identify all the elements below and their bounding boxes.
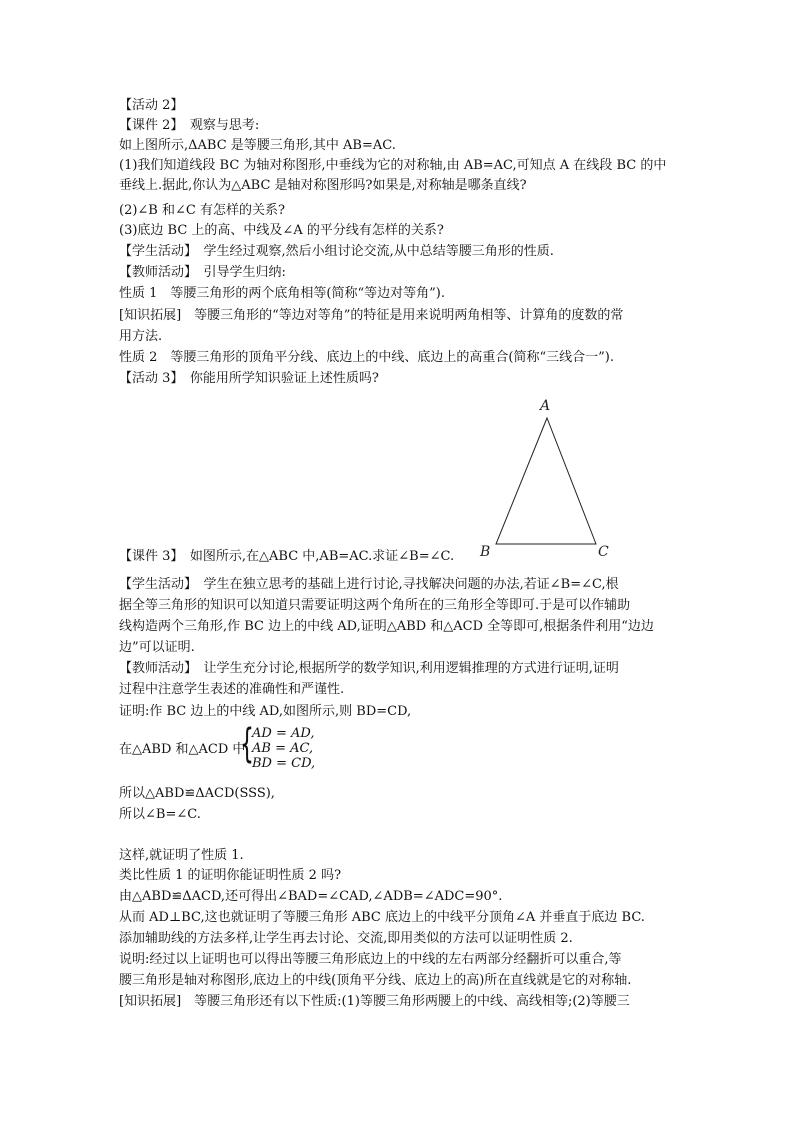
- text-line: 【课件 2】 观察与思考:: [119, 118, 260, 133]
- text-line: 【教师活动】 引导学生归纳:: [119, 265, 286, 280]
- vertex-label-b: B: [480, 544, 491, 560]
- vertex-label-a: A: [540, 398, 551, 414]
- text-line: 过程中注意学生表述的准确性和严谨性.: [119, 682, 345, 697]
- equation-line: BD = CD,: [252, 756, 316, 771]
- equation-line: AB = AC,: [252, 741, 314, 756]
- text-line: 据全等三角形的知识可以知道只需要证明这两个角所在的三角形全等即可.于是可以作辅助: [119, 598, 631, 613]
- text-line: 添加辅助线的方法多样,让学生再去讨论、交流,即用类似的方法可以证明性质 2.: [119, 931, 573, 946]
- text-line: 证明:作 BC 边上的中线 AD,如图所示,则 BD=CD,: [119, 704, 412, 719]
- text-line: [知识拓展] 等腰三角形的“等边对等角”的特征是用来说明两角相等、计算角的度数的常: [119, 308, 624, 323]
- text-line: 这样,就证明了性质 1.: [119, 848, 244, 863]
- text-line: 边”可以证明.: [119, 640, 195, 655]
- text-line: 性质 2 等腰三角形的顶角平分线、底边上的中线、底边上的高重合(简称“三线合一”).: [119, 350, 614, 365]
- text-line: 【学生活动】 学生经过观察,然后小组讨论交流,从中总结等腰三角形的性质.: [119, 244, 554, 259]
- text-line: 【课件 3】 如图所示,在△ABC 中,AB=AC.求证∠B=∠C.: [119, 549, 455, 564]
- text-line: 【学生活动】 学生在独立思考的基础上进行讨论,寻找解决问题的办法,若证∠B=∠C,根: [119, 577, 619, 592]
- text-line: 垂线上.据此,你认为△ABC 是轴对称图形吗?如果是,对称轴是哪条直线?: [119, 178, 527, 193]
- triangle-abc: [496, 418, 596, 544]
- text-line: 【教师活动】 让学生充分讨论,根据所学的数学知识,利用逻辑推理的方式进行证明,证明: [119, 661, 619, 676]
- text-line: 类比性质 1 的证明你能证明性质 2 吗?: [119, 868, 342, 883]
- text-line: 所以△ABD≌ΔACD(SSS),: [119, 786, 275, 801]
- text-line: 由△ABD≌ΔACD,还可得出∠BAD=∠CAD,∠ADB=∠ADC=90°.: [119, 889, 503, 904]
- text-line: (3)底边 BC 上的高、中线及∠A 的平分线有怎样的关系?: [119, 223, 444, 238]
- equation-line: AD = AD,: [252, 726, 315, 741]
- text-line: (2)∠B 和∠C 有怎样的关系?: [119, 203, 285, 218]
- text-line: 所以∠B=∠C.: [119, 807, 201, 822]
- text-line: 腰三角形是轴对称图形,底边上的中线(顶角平分线、底边上的高)所在直线就是它的对称轴.: [119, 973, 632, 988]
- text-line: 在△ABD 和△ACD 中,: [119, 742, 250, 757]
- text-line: [知识拓展] 等腰三角形还有以下性质:(1)等腰三角形两腰上的中线、高线相等;(2)等腰三: [119, 994, 630, 1009]
- text-line: 【活动 3】 你能用所学知识验证上述性质吗?: [119, 371, 379, 386]
- text-line: 【活动 2】: [119, 98, 184, 113]
- triangle-figure: [470, 392, 620, 564]
- vertex-label-c: C: [598, 544, 609, 560]
- text-line: 性质 1 等腰三角形的两个底角相等(简称“等边对等角”).: [119, 286, 445, 301]
- text-line: (1)我们知道线段 BC 为轴对称图形,中垂线为它的对称轴,由 AB=AC,可知点 A 在线段 BC 的中: [119, 158, 667, 173]
- text-line: 线构造两个三角形,作 BC 边上的中线 AD,证明△ABD 和△ACD 全等即可,根据条件利用“边边: [119, 619, 654, 634]
- text-line: 用方法.: [119, 329, 163, 344]
- text-line: 说明:经过以上证明也可以得出等腰三角形底边上的中线的左右两部分经翻折可以重合,等: [119, 952, 622, 967]
- text-line: 如上图所示,ΔABC 是等腰三角形,其中 AB=AC.: [119, 138, 396, 153]
- left-brace: {: [240, 721, 254, 767]
- text-line: 从而 AD⊥BC,这也就证明了等腰三角形 ABC 底边上的中线平分顶角∠A 并垂直于底边 BC.: [119, 910, 645, 925]
